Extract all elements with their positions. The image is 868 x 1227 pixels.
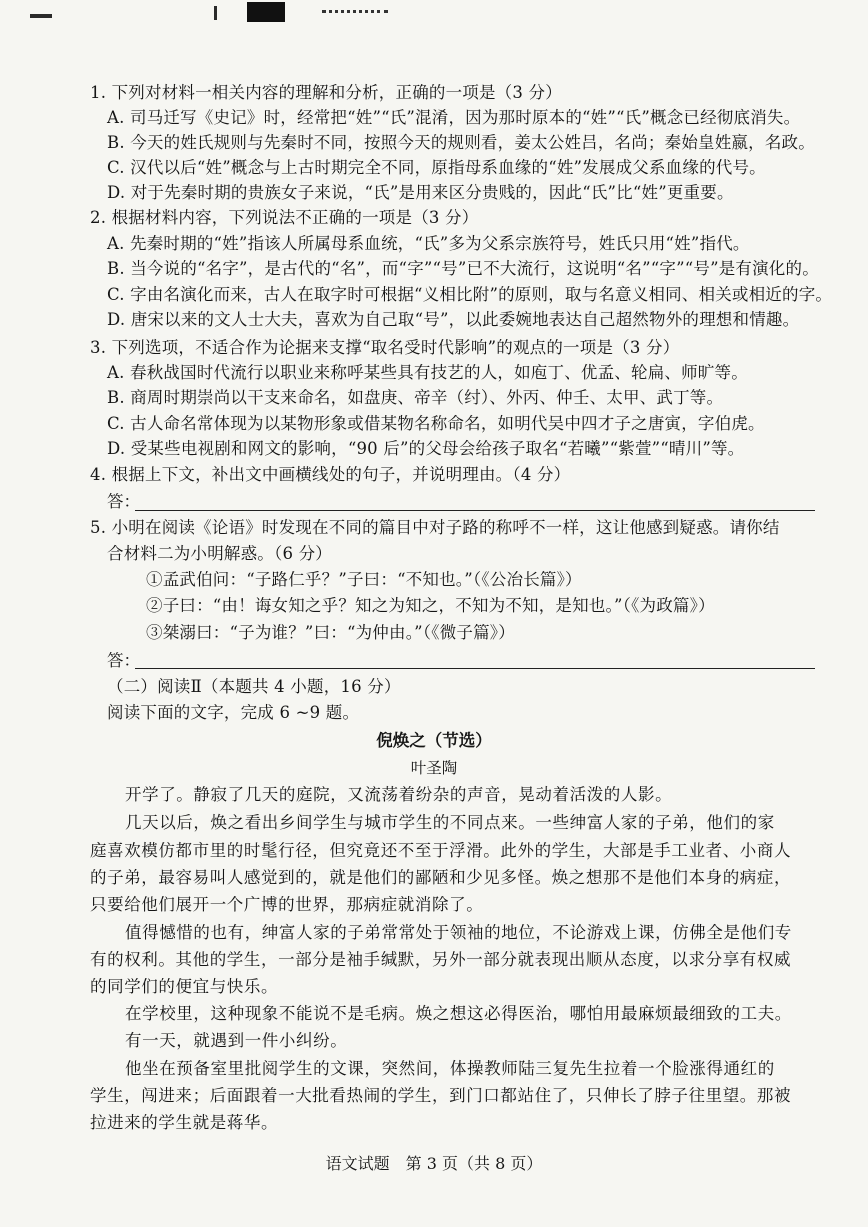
passage-paragraph-2-line-3: 的子弟，最容易叫人感觉到的，就是他们的鄙陋和少见多怪。焕之想那不是他们本身的病症， — [90, 868, 792, 887]
question-3-stem: 3. 下列选项，不适合作为论据来支撑“取名受时代影响”的观点的一项是（3 分） — [90, 338, 680, 357]
question-2-option-a: A. 先秦时期的“姓”指该人所属母系血统，“氏”多为父系宗族符号，姓氏只用“姓”指代。 — [107, 234, 750, 253]
passage-author: 叶圣陶 — [410, 759, 458, 777]
passage-paragraph-2-line-2: 庭喜欢模仿都市里的时髦行径，但究竟还不至于浮滑。此外的学生，大部是手工业者、小商人 — [90, 841, 792, 860]
scan-mark — [214, 6, 217, 20]
question-3-option-a: A. 春秋战国时代流行以职业来称呼某些具有技艺的人，如庖丁、优孟、轮扁、师旷等。 — [107, 363, 748, 382]
passage-paragraph-2-line-1: 几天以后，焕之看出乡间学生与城市学生的不同点来。一些绅富人家的子弟，他们的家 — [125, 813, 775, 832]
question-2-option-b: B. 当今说的“名字”，是古代的“名”，而“字”“号”已不大流行，这说明“名”“字”“号”是有演化的。 — [107, 259, 819, 278]
passage-paragraph-5-line-1: 有一天，就遇到一件小纠纷。 — [125, 1031, 348, 1050]
passage-paragraph-6-line-3: 拉进来的学生就是蒋华。 — [90, 1113, 279, 1132]
passage-paragraph-3-line-3: 的同学们的便宜与快乐。 — [90, 977, 279, 996]
page-footer: 语文试题 第 3 页（共 8 页） — [325, 1154, 543, 1173]
question-3-option-c: C. 古人命名常体现为以某物形象或借某物名称命名，如明代吴中四才子之唐寅，字伯虎。 — [107, 414, 765, 433]
question-1-option-a: A. 司马迁写《史记》时，经常把“姓”“氏”混淆，因为那时原本的“姓”“氏”概念已经彻底消失。 — [107, 108, 801, 127]
passage-paragraph-2-line-4: 只要给他们展开一个广博的世界，那病症就消除了。 — [90, 895, 484, 914]
question-4-answer-field[interactable] — [135, 510, 815, 511]
passage-paragraph-3-line-1: 值得憾惜的也有，绅富人家的子弟常常处于领袖的地位，不论游戏上课，仿佛全是他们专 — [125, 923, 792, 942]
passage-paragraph-4-line-1: 在学校里，这种现象不能说不是毛病。焕之想这必得医治，哪怕用最麻烦最细致的工夫。 — [125, 1004, 792, 1023]
scan-header-marks — [0, 0, 868, 30]
scan-mark — [322, 10, 388, 21]
passage-paragraph-6-line-2: 学生，闯进来；后面跟着一大批看热闹的学生，到门口都站住了，只伸长了脖子往里望。那被 — [90, 1086, 792, 1105]
question-2-stem: 2. 根据材料内容，下列说法不正确的一项是（3 分） — [90, 208, 479, 227]
question-3-option-b: B. 商周时期崇尚以干支来命名，如盘庚、帝辛（纣）、外丙、仲壬、太甲、武丁等。 — [107, 388, 724, 407]
question-2-option-c: C. 字由名演化而来，古人在取字时可根据“义相比附”的原则，取与名意义相同、相关或相近的字。 — [107, 285, 833, 304]
redaction-block — [247, 2, 285, 22]
question-1-option-c: C. 汉代以后“姓”概念与上古时期完全不同，原指母系血缘的“姓”发展成父系血缘的代号。 — [107, 158, 766, 177]
question-5-stem-line-2: 合材料二为小明解惑。（6 分） — [107, 544, 332, 563]
question-1-option-d: D. 对于先秦时期的贵族女子来说，“氏”是用来区分贵贱的，因此“氏”比“姓”更重要。 — [107, 183, 734, 202]
question-4-answer-label: 答： — [107, 492, 140, 511]
question-4-stem: 4. 根据上下文，补出文中画横线处的句子，并说明理由。（4 分） — [90, 465, 571, 484]
question-5-quote-1: ①孟武伯问：“子路仁乎？”子曰：“不知也。”（《公冶长篇》） — [146, 570, 582, 589]
question-2-option-d: D. 唐宋以来的文人士大夫，喜欢为自己取“号”，以此委婉地表达自己超然物外的理想和情趣。 — [107, 310, 800, 329]
question-1-option-b: B. 今天的姓氏规则与先秦时不同，按照今天的规则看，姜太公姓吕，名尚；秦始皇姓嬴，名政。 — [107, 133, 815, 152]
question-5-quote-3: ③桀溺曰：“子为谁？”曰：“为仲由。”（《微子篇》） — [146, 623, 515, 642]
passage-title: 倪焕之（节选） — [376, 731, 492, 750]
passage-paragraph-6-line-1: 他坐在预备室里批阅学生的文课，突然间，体操教师陆三复先生拉着一个脸涨得通红的 — [125, 1059, 775, 1078]
question-5-answer-label: 答： — [107, 651, 140, 670]
question-5-quote-2: ②子曰：“由！诲女知之乎？知之为知之，不知为不知，是知也。”（《为政篇》） — [146, 596, 715, 615]
passage-paragraph-1-line-1: 开学了。静寂了几天的庭院，又流荡着纷杂的声音，晃动着活泼的人影。 — [125, 785, 673, 804]
passage-paragraph-3-line-2: 有的权利。其他的学生，一部分是袖手缄默，另外一部分就表现出顺从态度，以求分享有权威 — [90, 950, 792, 969]
question-1-stem: 1. 下列对材料一相关内容的理解和分析，正确的一项是（3 分） — [90, 83, 562, 102]
section-2-instruction: 阅读下面的文字，完成 6 ~9 题。 — [107, 703, 360, 722]
scan-mark — [30, 14, 52, 18]
question-5-stem-line-1: 5. 小明在阅读《论语》时发现在不同的篇目中对子路的称呼不一样，这让他感到疑惑。请你结 — [90, 518, 780, 537]
question-5-answer-field[interactable] — [135, 668, 815, 669]
section-2-heading: （二）阅读Ⅱ（本题共 4 小题，16 分） — [107, 677, 401, 696]
question-3-option-d: D. 受某些电视剧和网文的影响，“90 后”的父母会给孩子取名“若曦”“紫萱”“晴川”等。 — [107, 439, 745, 458]
